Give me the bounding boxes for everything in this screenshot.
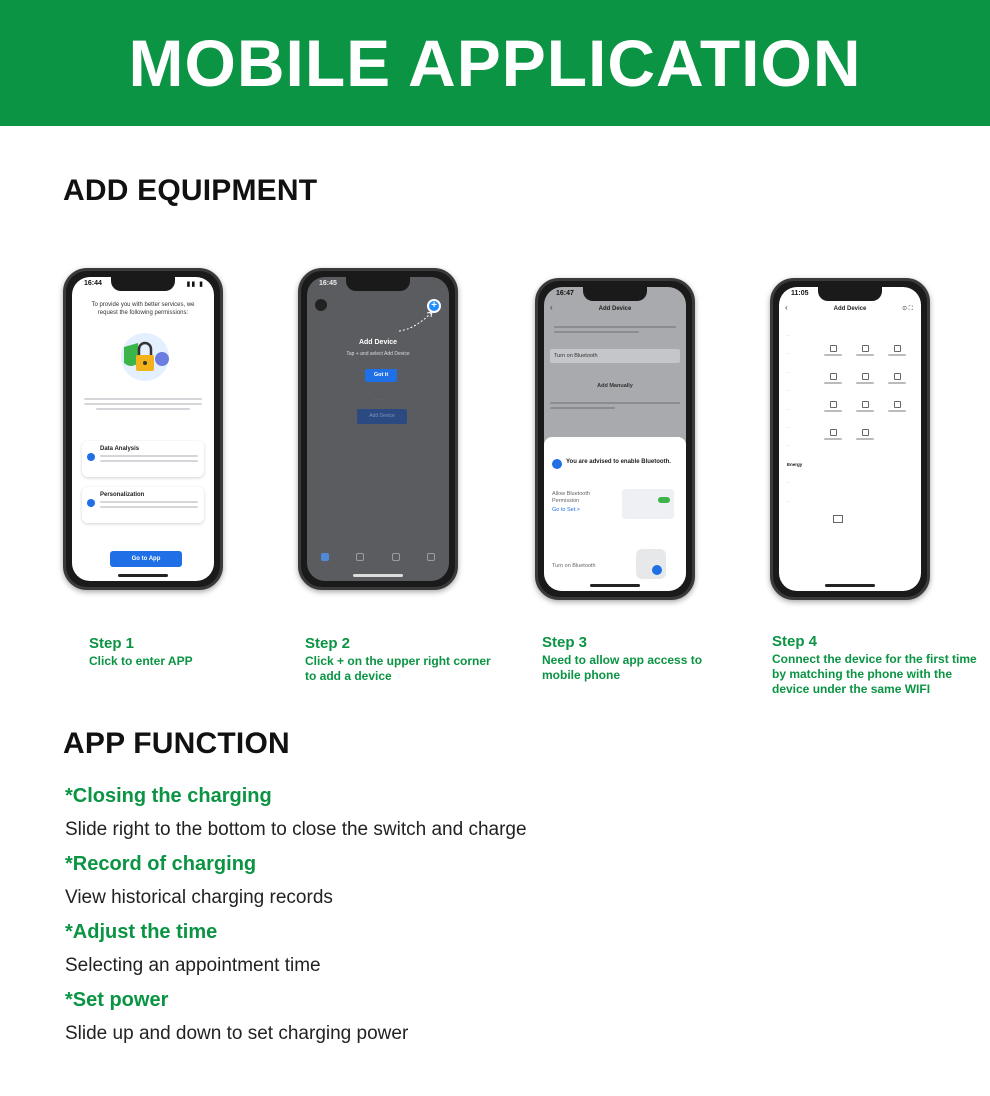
- phone-notch: [111, 277, 175, 291]
- permission-preview: [622, 489, 674, 519]
- control-center-preview: [636, 549, 666, 579]
- bluetooth-icon: [552, 459, 562, 469]
- home-tab-icon[interactable]: [321, 553, 329, 561]
- function-title: *Adjust the time: [65, 921, 218, 943]
- step-1-caption: [89, 635, 259, 669]
- status-time: 11:05: [791, 290, 809, 297]
- no-devices-text: · · ·: [374, 397, 382, 403]
- function-item: [65, 988, 945, 1046]
- status-time: 16:44: [84, 280, 102, 287]
- sidebar-item[interactable]: ··: [787, 406, 790, 412]
- step-text: Need to allow app access to mobile phone: [542, 653, 703, 682]
- device-item[interactable]: [851, 373, 879, 393]
- category-sidebar: [787, 333, 811, 517]
- phone-screen: [544, 287, 686, 591]
- back-chevron-icon[interactable]: ‹: [550, 303, 553, 312]
- function-description: View historical charging records: [65, 887, 333, 908]
- add-device-title: Add Device: [358, 339, 398, 346]
- sidebar-item-energy[interactable]: Energy: [787, 461, 803, 467]
- device-item[interactable]: [851, 429, 879, 449]
- home-indicator: [825, 584, 875, 587]
- step-title: Step 4: [772, 633, 818, 650]
- sidebar-item[interactable]: ··: [787, 351, 790, 357]
- sidebar-item[interactable]: ··: [787, 443, 790, 449]
- device-item[interactable]: [851, 401, 879, 421]
- function-item: [65, 920, 945, 978]
- card-title: Personalization: [100, 492, 145, 498]
- step-title: Step 2: [305, 635, 351, 652]
- function-title: *Set power: [65, 989, 169, 1011]
- function-description: Slide right to the bottom to close the switch and charge: [65, 819, 527, 840]
- bluetooth-permission-sheet: [544, 437, 686, 591]
- status-time: 16:47: [556, 290, 574, 297]
- phone-step1-screenshot: [63, 268, 223, 590]
- device-grid: [819, 345, 911, 449]
- add-equipment-heading: ADD EQUIPMENT: [63, 174, 318, 207]
- scan-icon[interactable]: ⊙ ⛶: [902, 306, 913, 312]
- step-3-caption: [542, 634, 732, 683]
- device-item[interactable]: [883, 345, 911, 365]
- bluetooth-advice: You are advised to enable Bluetooth.: [566, 459, 671, 465]
- home-indicator: [118, 574, 168, 577]
- device-item[interactable]: [819, 345, 847, 365]
- smart-tab-icon[interactable]: [392, 553, 400, 561]
- app-function-heading: APP FUNCTION: [63, 727, 290, 760]
- sidebar-item[interactable]: ··: [787, 498, 790, 504]
- check-icon: [87, 453, 95, 461]
- phone-screen: [72, 277, 214, 581]
- turn-on-bluetooth-row[interactable]: Turn on Bluetooth: [550, 349, 680, 363]
- step-2-caption: [305, 635, 495, 684]
- step-title: Step 3: [542, 634, 588, 651]
- step-text: Connect the device for the first time by matching the phone with the device under the same WIFI: [772, 652, 977, 696]
- page-title: MOBILE APPLICATION: [128, 26, 862, 100]
- go-to-app-button[interactable]: Go to App: [110, 551, 182, 567]
- allow-bluetooth-label: Allow Bluetooth Permission: [552, 491, 590, 505]
- function-description: Slide up and down to set charging power: [65, 1023, 409, 1044]
- go-to-set-link[interactable]: Go to Set >: [552, 507, 580, 513]
- phone-step4-screenshot: [770, 278, 930, 600]
- add-device-subtitle: Tap + and select Add Device: [346, 351, 410, 357]
- step-text: Click + on the upper right corner to add a device: [305, 654, 491, 683]
- home-indicator: [590, 584, 640, 587]
- phone-step3-screenshot: [535, 278, 695, 600]
- device-item[interactable]: [883, 373, 911, 393]
- data-analysis-card[interactable]: [82, 441, 204, 477]
- nav-title: Add Device: [833, 306, 867, 312]
- title-banner: [0, 0, 990, 126]
- me-tab-icon[interactable]: [427, 553, 435, 561]
- phone-screen: [779, 287, 921, 591]
- sidebar-item[interactable]: ··: [787, 480, 790, 486]
- sidebar-item[interactable]: ··: [787, 369, 790, 375]
- sidebar-item[interactable]: ··: [787, 333, 790, 338]
- status-time: 16:45: [319, 280, 337, 287]
- bottom-tab-bar: [307, 547, 449, 567]
- sidebar-item[interactable]: ··: [787, 424, 790, 430]
- device-item[interactable]: [819, 401, 847, 421]
- phone-notch: [583, 287, 647, 301]
- bluetooth-toggle-icon[interactable]: [652, 565, 662, 575]
- permissions-description: [84, 395, 202, 413]
- phone-notch: [818, 287, 882, 301]
- device-item[interactable]: [819, 373, 847, 393]
- check-icon: [87, 499, 95, 507]
- status-icons: ▮▮ ▮: [186, 281, 204, 288]
- function-item: [65, 784, 945, 842]
- sidebar-item[interactable]: ··: [787, 388, 790, 394]
- add-device-button[interactable]: Add Device: [357, 409, 407, 424]
- phone-screen: [307, 277, 449, 581]
- function-title: *Closing the charging: [65, 785, 272, 807]
- back-chevron-icon[interactable]: ‹: [785, 303, 788, 312]
- device-item[interactable]: [851, 345, 879, 365]
- avatar[interactable]: [315, 299, 327, 311]
- dashed-arrow-icon: [397, 309, 437, 333]
- got-it-button[interactable]: Got it: [365, 369, 397, 382]
- step-text: Click to enter APP: [89, 654, 193, 668]
- device-item[interactable]: [883, 401, 911, 421]
- device-item[interactable]: [819, 429, 847, 449]
- searching-text: [554, 323, 676, 336]
- bluetooth-toggle[interactable]: [658, 497, 670, 503]
- nav-title: Add Device: [598, 306, 632, 312]
- phone-notch: [346, 277, 410, 291]
- lock-shield-illustration-icon: [112, 327, 178, 383]
- scene-tab-icon[interactable]: [356, 553, 364, 561]
- add-manually-label: Add Manually: [597, 383, 633, 389]
- personalization-card[interactable]: [82, 487, 204, 523]
- function-description: Selecting an appointment time: [65, 955, 321, 976]
- category-list: [550, 399, 680, 412]
- function-item: [65, 852, 945, 910]
- permissions-header: To provide you with better services, we request the following permissions:: [91, 302, 195, 317]
- add-plus-icon[interactable]: +: [427, 299, 441, 313]
- card-title: Data Analysis: [100, 446, 140, 452]
- turn-on-bluetooth-label: Turn on Bluetooth: [552, 563, 596, 569]
- phone-step2-screenshot: [298, 268, 458, 590]
- home-indicator: [353, 574, 403, 577]
- step-title: Step 1: [89, 635, 135, 652]
- device-item[interactable]: [833, 515, 843, 523]
- step-4-caption: [772, 633, 977, 697]
- function-title: *Record of charging: [65, 853, 257, 875]
